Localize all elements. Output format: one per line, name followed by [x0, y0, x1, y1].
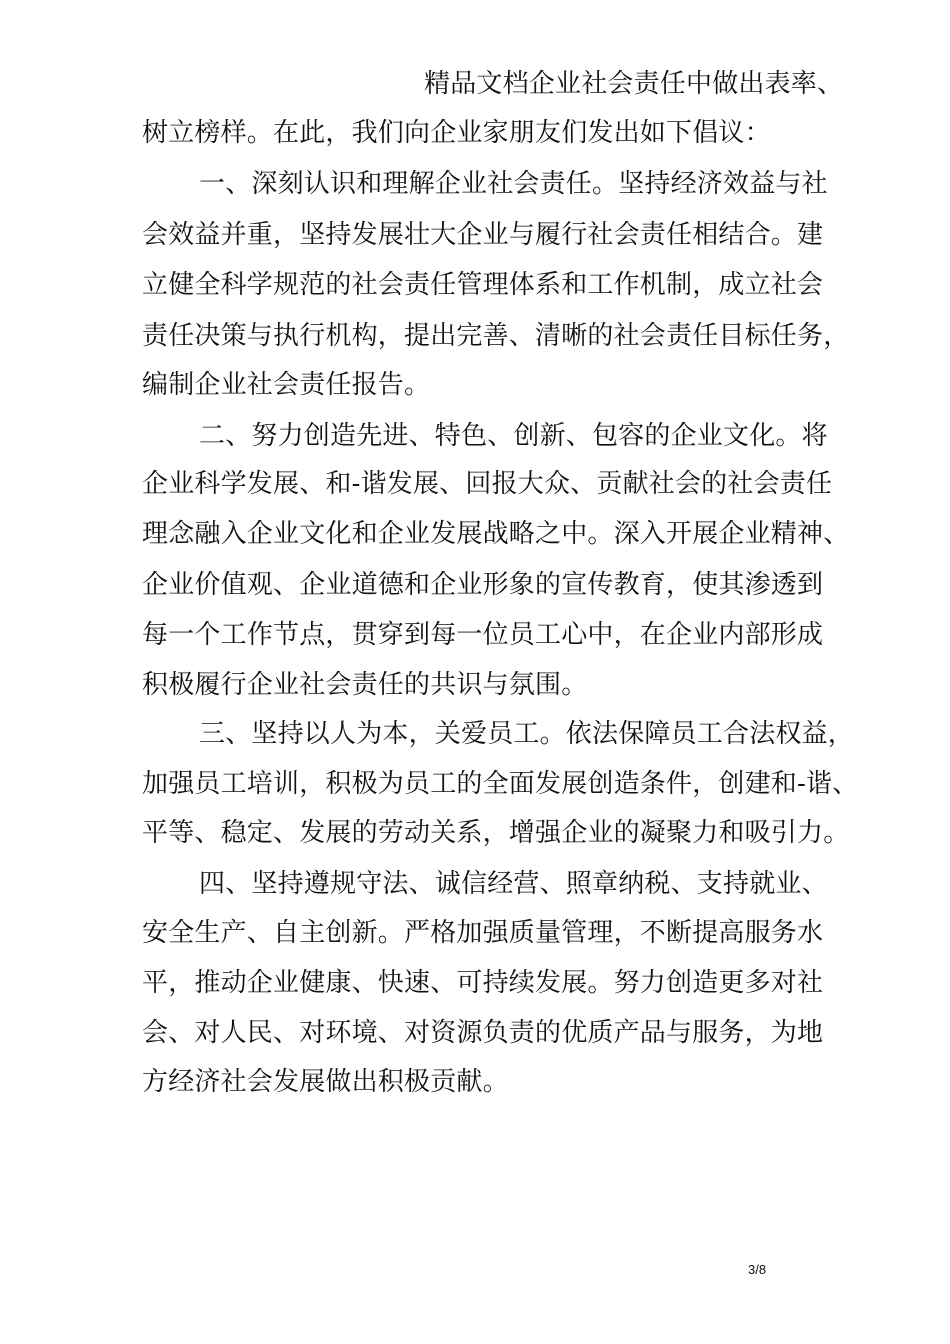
text-line: 责任决策与执行机构，提出完善、清晰的社会责任目标任务，: [142, 321, 850, 351]
text-line: 四、坚持遵规守法、诚信经营、照章纳税、支持就业、: [199, 869, 828, 899]
text-line: 二、努力创造先进、特色、创新、包容的企业文化。将: [199, 421, 828, 451]
text-line: 平，推动企业健康、快速、可持续发展。努力创造更多对社: [142, 968, 824, 998]
text-line: 积极履行企业社会责任的共识与氛围。: [142, 670, 588, 700]
text-line: 方经济社会发展做出积极贡献。: [142, 1067, 509, 1097]
text-line: 三、坚持以人为本，关爱员工。依法保障员工合法权益，: [199, 719, 855, 749]
text-line: 平等、稳定、发展的劳动关系，增强企业的凝聚力和吸引力。: [142, 818, 850, 848]
text-line: 企业价值观、企业道德和企业形象的宣传教育，使其渗透到: [142, 570, 824, 600]
text-line: 加强员工培训，积极为员工的全面发展创造条件，创建和-谐、: [142, 769, 859, 799]
page-number: 3/8: [748, 1262, 767, 1277]
text-line: 企业科学发展、和-谐发展、回报大众、贡献社会的社会责任: [142, 469, 833, 499]
header-line: 精品文档企业社会责任中做出表率、: [424, 69, 844, 99]
text-line: 会效益并重，坚持发展壮大企业与履行社会责任相结合。建: [142, 220, 824, 250]
text-line: 理念融入企业文化和企业发展战略之中。深入开展企业精神、: [142, 519, 850, 549]
text-line: 每一个工作节点，贯穿到每一位员工心中，在企业内部形成: [142, 620, 824, 650]
text-line: 编制企业社会责任报告。: [142, 370, 431, 400]
text-line: 会、对人民、对环境、对资源负责的优质产品与服务，为地: [142, 1018, 824, 1048]
text-line: 安全生产、自主创新。严格加强质量管理，不断提高服务水: [142, 918, 824, 948]
text-line: 树立榜样。在此，我们向企业家朋友们发出如下倡议：: [142, 118, 771, 148]
text-line: 一、深刻认识和理解企业社会责任。坚持经济效益与社: [199, 169, 828, 199]
text-line: 立健全科学规范的社会责任管理体系和工作机制，成立社会: [142, 270, 824, 300]
